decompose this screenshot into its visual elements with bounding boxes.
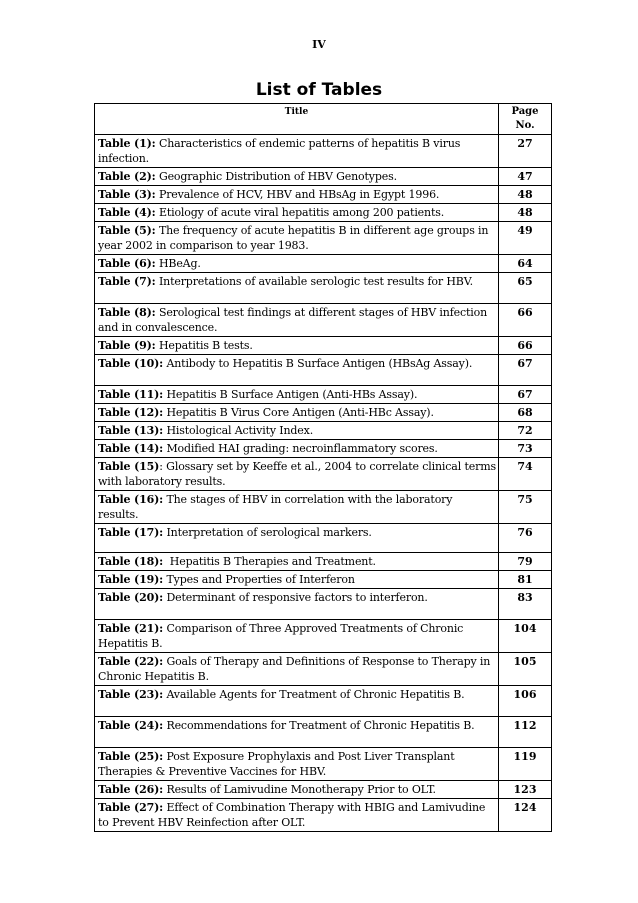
table-entry-label: Table (13): (98, 424, 164, 437)
table-entry-page: 64 (499, 255, 552, 273)
table-entry-title (95, 273, 499, 304)
table-entry-page: 76 (499, 524, 552, 553)
table-entry-text: Available Agents for Treatment of Chronic Hepatitis B. (163, 688, 465, 701)
table-entry-page: 66 (499, 304, 552, 337)
table-entry-page: 79 (499, 553, 552, 571)
table-entry-text: Characteristics of endemic patterns of hepatitis B virus infection. (98, 137, 464, 165)
table-entry-title (95, 255, 499, 273)
table-entry-text: Determinant of responsive factors to interferon. (163, 591, 428, 604)
table-entry-text: HBeAg. (155, 257, 201, 270)
table-entry-page: 81 (499, 571, 552, 589)
table-entry-page: 106 (499, 686, 552, 717)
table-entry-label: Table (1): (98, 137, 156, 150)
table-entry-text: Histological Activity Index. (163, 424, 314, 437)
table-row (95, 717, 552, 748)
table-entry-title (95, 204, 499, 222)
table-entry-page: 48 (499, 186, 552, 204)
table-entry-page: 119 (499, 748, 552, 781)
table-entry-label: Table (21): (98, 622, 164, 635)
table-row (95, 458, 552, 491)
table-entry-title (95, 653, 499, 686)
table-row (95, 553, 552, 571)
table-entry-title (95, 589, 499, 620)
table-row (95, 204, 552, 222)
table-entry-label: Table (2): (98, 170, 156, 183)
table-entry-label: Table (22): (98, 655, 164, 668)
table-entry-page: 74 (499, 458, 552, 491)
table-row (95, 135, 552, 168)
table-entry-label: Table (23): (98, 688, 164, 701)
table-entry-text: Goals of Therapy and Definitions of Response to Therapy in Chronic Hepatitis B. (98, 655, 494, 683)
table-entry-title (95, 440, 499, 458)
table-row (95, 186, 552, 204)
title-column-header: Title (95, 104, 499, 135)
header-row (95, 104, 552, 135)
table-entry-title (95, 135, 499, 168)
table-entry-title (95, 781, 499, 799)
table-entry-text: Types and Properties of Interferon (163, 573, 355, 586)
table-entry-text: Hepatitis B Surface Antigen (Anti-HBs Assay). (163, 388, 418, 401)
table-entry-label: Table (19): (98, 573, 164, 586)
table-row (95, 589, 552, 620)
table-entry-page: 65 (499, 273, 552, 304)
table-entry-page: 47 (499, 168, 552, 186)
table-row (95, 222, 552, 255)
table-entry-page: 105 (499, 653, 552, 686)
table-entry-label: Table (26): (98, 783, 164, 796)
table-entry-page: 68 (499, 404, 552, 422)
table-entry-title (95, 337, 499, 355)
table-row (95, 571, 552, 589)
table-row (95, 337, 552, 355)
table-entry-label: Table (4): (98, 206, 156, 219)
table-row (95, 781, 552, 799)
table-entry-page: 124 (499, 799, 552, 832)
table-entry-text: Etiology of acute viral hepatitis among 200 patients. (155, 206, 445, 219)
table-entry-text: Antibody to Hepatitis B Surface Antigen (HBsAg Assay). (163, 357, 473, 370)
table-entry-title (95, 304, 499, 337)
table-entry-label: Table (15) (98, 460, 160, 473)
table-entry-title (95, 404, 499, 422)
table-entry-page: 123 (499, 781, 552, 799)
table-row (95, 304, 552, 337)
table-entry-title (95, 386, 499, 404)
table-entry-label: Table (11): (98, 388, 164, 401)
table-entry-title (95, 524, 499, 553)
table-entry-title (95, 355, 499, 386)
table-entry-label: Table (27): (98, 801, 164, 814)
table-row (95, 355, 552, 386)
table-entry-text: Hepatitis B tests. (155, 339, 253, 352)
table-row (95, 686, 552, 717)
table-entry-title (95, 748, 499, 781)
table-entry-title (95, 553, 499, 571)
table-entry-title (95, 186, 499, 204)
table-row (95, 653, 552, 686)
table-entry-title (95, 686, 499, 717)
table-entry-label: Table (18): (98, 555, 164, 568)
table-entry-text: Serological test findings at different stages of HBV infection and in convalescence. (98, 306, 491, 334)
table-entry-text: : Glossary set by Keeffe et al., 2004 to correlate clinical terms with laboratory results. (98, 460, 500, 488)
table-entry-text: Effect of Combination Therapy with HBIG and Lamivudine to Prevent HBV Reinfection after OLT. (98, 801, 489, 829)
table-entry-text: Hepatitis B Virus Core Antigen (Anti-HBc Assay). (163, 406, 434, 419)
table-entry-title (95, 168, 499, 186)
table-entry-label: Table (20): (98, 591, 164, 604)
table-entry-text: Modified HAI grading: necroinflammatory scores. (163, 442, 438, 455)
table-entry-title (95, 717, 499, 748)
table-entry-title (95, 571, 499, 589)
table-entry-text: Geographic Distribution of HBV Genotypes. (155, 170, 397, 183)
table-entry-label: Table (25): (98, 750, 164, 763)
table-row (95, 524, 552, 553)
table-entry-label: Table (17): (98, 526, 164, 539)
table-entry-title (95, 422, 499, 440)
table-entry-label: Table (14): (98, 442, 164, 455)
table-entry-text: Post Exposure Prophylaxis and Post Liver Transplant Therapies & Preventive Vaccines for HBV. (98, 750, 458, 778)
table-entry-text: Recommendations for Treatment of Chronic Hepatitis B. (163, 719, 475, 732)
table-entry-label: Table (7): (98, 275, 156, 288)
table-entry-title (95, 222, 499, 255)
list-of-tables (94, 103, 552, 832)
table-entry-page: 104 (499, 620, 552, 653)
table-entry-title (95, 458, 499, 491)
table-row (95, 748, 552, 781)
table-entry-label: Table (10): (98, 357, 164, 370)
table-entry-page: 48 (499, 204, 552, 222)
table-entry-text: Comparison of Three Approved Treatments of Chronic Hepatitis B. (98, 622, 467, 650)
table-entry-page: 75 (499, 491, 552, 524)
table-entry-text: The frequency of acute hepatitis B in different age groups in year 2002 in comparison to year 1983. (98, 224, 492, 252)
table-entry-text: Interpretation of serological markers. (163, 526, 372, 539)
table-row (95, 273, 552, 304)
table-entry-page: 27 (499, 135, 552, 168)
table-entry-page: 66 (499, 337, 552, 355)
page-column-header: Page No. (499, 104, 552, 135)
table-entry-page: 67 (499, 355, 552, 386)
table-row (95, 440, 552, 458)
table-entry-page: 83 (499, 589, 552, 620)
table-entry-label: Table (16): (98, 493, 164, 506)
table-entry-label: Table (5): (98, 224, 156, 237)
table-entry-label: Table (24): (98, 719, 164, 732)
table-entry-page: 112 (499, 717, 552, 748)
table-entry-page: 49 (499, 222, 552, 255)
table-entry-label: Table (3): (98, 188, 156, 201)
page-title: List of Tables (255, 80, 383, 100)
table-entry-title (95, 799, 499, 832)
table-row (95, 404, 552, 422)
table-entry-text: Results of Lamivudine Monotherapy Prior to OLT. (163, 783, 436, 796)
table-entry-page: 72 (499, 422, 552, 440)
table-entry-text: Interpretations of available serologic test results for HBV. (155, 275, 473, 288)
table-row (95, 255, 552, 273)
table-row (95, 799, 552, 832)
table-entry-page: 67 (499, 386, 552, 404)
table-entry-page: 73 (499, 440, 552, 458)
table-entry-label: Table (9): (98, 339, 156, 352)
table-entry-label: Table (6): (98, 257, 156, 270)
table-row (95, 620, 552, 653)
table-entry-title (95, 620, 499, 653)
table-row (95, 168, 552, 186)
table-row (95, 491, 552, 524)
table-row (95, 422, 552, 440)
table-entry-text: The stages of HBV in correlation with the laboratory results. (98, 493, 456, 521)
table-entry-label: Table (8): (98, 306, 156, 319)
page-number: IV (312, 38, 326, 51)
table-entry-text: Prevalence of HCV, HBV and HBsAg in Egypt 1996. (155, 188, 440, 201)
table-row (95, 386, 552, 404)
table-entry-text: Hepatitis B Therapies and Treatment. (163, 555, 376, 568)
table-entry-title (95, 491, 499, 524)
table-entry-label: Table (12): (98, 406, 164, 419)
